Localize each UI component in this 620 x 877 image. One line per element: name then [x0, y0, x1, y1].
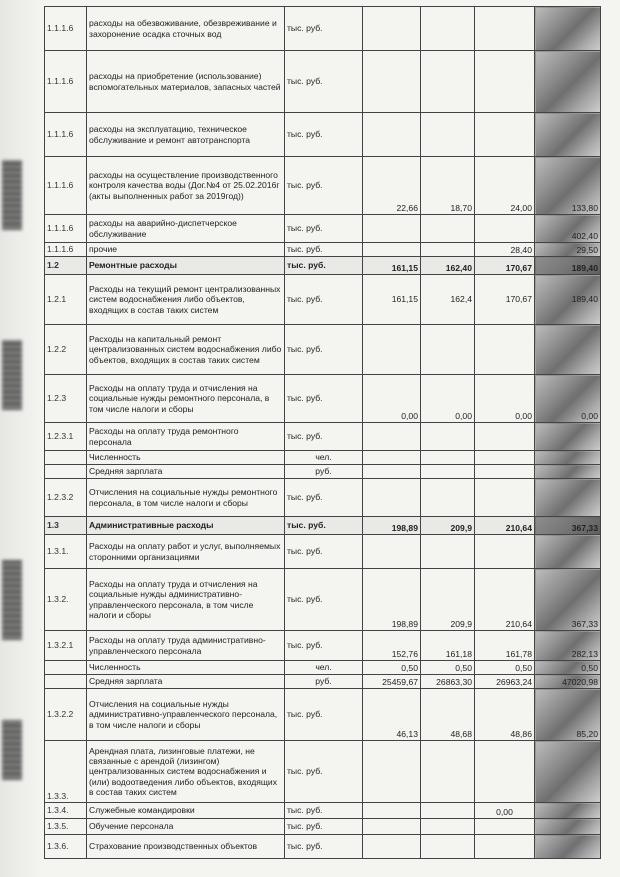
row-name: расходы на обезвоживание, обезвреживание и захоронение осадка сточных вод	[87, 7, 285, 51]
value-col3: 28,40	[475, 243, 535, 257]
row-code: 1.3.1.	[45, 535, 87, 569]
row-code	[45, 451, 87, 465]
punch-hole-mark	[2, 720, 22, 780]
value-col3: 0,50	[475, 661, 535, 675]
row-unit: тыс. руб.	[285, 325, 363, 375]
value-col3: 210,64	[475, 517, 535, 535]
row-unit: руб.	[285, 675, 363, 689]
table-row	[45, 243, 601, 257]
value-col2	[421, 835, 475, 859]
value-col4	[535, 835, 601, 859]
value-col4: 282,13	[535, 631, 601, 661]
value-col2	[421, 803, 475, 819]
table-row	[45, 325, 601, 375]
row-code: 1.1.1.6	[45, 215, 87, 243]
row-name: Средняя зарплата	[87, 465, 285, 479]
value-col3	[475, 741, 535, 803]
value-col1: 161,15	[363, 275, 421, 325]
table-row	[45, 741, 601, 803]
value-col3	[475, 51, 535, 113]
tariff-expense-table	[44, 6, 601, 859]
table-row	[45, 675, 601, 689]
table-row	[45, 51, 601, 113]
value-col2: 162,4	[421, 275, 475, 325]
value-col3: 0,00	[475, 375, 535, 423]
row-unit: тыс. руб.	[285, 243, 363, 257]
row-unit: тыс. руб.	[285, 741, 363, 803]
row-unit: тыс. руб.	[285, 113, 363, 157]
row-code: 1.3.3.	[45, 741, 87, 803]
value-col4	[535, 741, 601, 803]
row-unit: тыс. руб.	[285, 517, 363, 535]
row-name: Расходы на текущий ремонт централизованных систем водоснабжения либо объектов, входящих в состав таких систем	[87, 275, 285, 325]
value-col4: 47020,98	[535, 675, 601, 689]
value-col1	[363, 803, 421, 819]
value-col1: 152,76	[363, 631, 421, 661]
section-row	[45, 257, 601, 275]
value-col4: 133,80	[535, 157, 601, 215]
value-col4: 402,40	[535, 215, 601, 243]
value-col1	[363, 451, 421, 465]
row-code: 1.3	[45, 517, 87, 535]
row-unit: тыс. руб.	[285, 257, 363, 275]
table-row	[45, 7, 601, 51]
value-col2: 0,00	[421, 375, 475, 423]
row-code	[45, 661, 87, 675]
row-name: Отчисления на социальные нужды ремонтного персонала, в том числе налоги и сборы	[87, 479, 285, 517]
row-unit: чел.	[285, 451, 363, 465]
value-col1	[363, 535, 421, 569]
value-col4: 189,40	[535, 275, 601, 325]
table-row	[45, 423, 601, 451]
row-code	[45, 675, 87, 689]
value-col1: 25459,67	[363, 675, 421, 689]
row-code	[45, 465, 87, 479]
table-row	[45, 479, 601, 517]
value-col2: 209,9	[421, 569, 475, 631]
row-code: 1.2	[45, 257, 87, 275]
value-col4: 0,00	[535, 375, 601, 423]
row-code: 1.1.1.6	[45, 243, 87, 257]
value-col3: 26963,24	[475, 675, 535, 689]
value-col4: 0,50	[535, 661, 601, 675]
row-name: Ремонтные расходы	[87, 257, 285, 275]
row-unit: тыс. руб.	[285, 535, 363, 569]
row-unit: тыс. руб.	[285, 275, 363, 325]
value-col4	[535, 479, 601, 517]
section-row	[45, 517, 601, 535]
value-col4	[535, 819, 601, 835]
table-body	[45, 7, 601, 859]
row-name: расходы на эксплуатацию, техническое обслуживание и ремонт автотранспорта	[87, 113, 285, 157]
punch-hole-mark	[2, 560, 22, 640]
table-row	[45, 835, 601, 859]
value-col1: 161,15	[363, 257, 421, 275]
value-col1	[363, 819, 421, 835]
row-unit: тыс. руб.	[285, 51, 363, 113]
value-col1	[363, 113, 421, 157]
row-unit: чел.	[285, 661, 363, 675]
row-unit: тыс. руб.	[285, 569, 363, 631]
value-col1: 198,89	[363, 517, 421, 535]
value-col1: 46,13	[363, 689, 421, 741]
value-col3: 161,78	[475, 631, 535, 661]
row-name: Средняя зарплата	[87, 675, 285, 689]
value-col1	[363, 479, 421, 517]
row-unit: тыс. руб.	[285, 803, 363, 819]
punch-hole-mark	[2, 160, 22, 230]
table-row	[45, 451, 601, 465]
row-name: Численность	[87, 661, 285, 675]
value-col1	[363, 51, 421, 113]
row-name: Служебные командировки	[87, 803, 285, 819]
value-col4: 189,40	[535, 257, 601, 275]
row-code: 1.3.2.2	[45, 689, 87, 741]
value-col2	[421, 479, 475, 517]
value-col4	[535, 465, 601, 479]
value-col3	[475, 465, 535, 479]
value-col1	[363, 741, 421, 803]
value-col4	[535, 423, 601, 451]
table-row	[45, 113, 601, 157]
value-col3: 0,00	[475, 803, 535, 819]
value-col2: 161,18	[421, 631, 475, 661]
value-col3: 170,67	[475, 257, 535, 275]
value-col4	[535, 803, 601, 819]
value-col2: 209,9	[421, 517, 475, 535]
value-col2	[421, 741, 475, 803]
value-col1	[363, 835, 421, 859]
row-code: 1.3.6.	[45, 835, 87, 859]
value-col4	[535, 113, 601, 157]
value-col2	[421, 423, 475, 451]
table-row	[45, 157, 601, 215]
row-code: 1.2.3.2	[45, 479, 87, 517]
value-col1	[363, 243, 421, 257]
table-row	[45, 465, 601, 479]
row-unit: тыс. руб.	[285, 479, 363, 517]
value-col2	[421, 465, 475, 479]
value-col4	[535, 535, 601, 569]
row-name: Расходы на капитальный ремонт централизованных систем водоснабжения либо объектов, входящих в состав таких систем	[87, 325, 285, 375]
value-col2: 18,70	[421, 157, 475, 215]
row-unit: тыс. руб.	[285, 689, 363, 741]
row-unit: тыс. руб.	[285, 7, 363, 51]
value-col3	[475, 819, 535, 835]
row-name: Административные расходы	[87, 517, 285, 535]
table-row	[45, 275, 601, 325]
value-col2	[421, 243, 475, 257]
row-code: 1.1.1.6	[45, 113, 87, 157]
row-name: прочие	[87, 243, 285, 257]
row-name: Отчисления на социальные нужды административно-управленческого персонала, в том числе налоги и сборы	[87, 689, 285, 741]
row-code: 1.1.1.6	[45, 157, 87, 215]
value-col2	[421, 215, 475, 243]
table-row	[45, 375, 601, 423]
punch-hole-mark	[2, 340, 22, 410]
row-code: 1.2.3	[45, 375, 87, 423]
table-row	[45, 631, 601, 661]
value-col3	[475, 215, 535, 243]
value-col1: 22,66	[363, 157, 421, 215]
value-col1: 0,50	[363, 661, 421, 675]
value-col4	[535, 7, 601, 51]
value-col3	[475, 113, 535, 157]
table-row	[45, 803, 601, 819]
value-col3: 210,64	[475, 569, 535, 631]
value-col1: 198,89	[363, 569, 421, 631]
value-col4: 367,33	[535, 517, 601, 535]
row-unit: тыс. руб.	[285, 819, 363, 835]
row-name: Расходы на оплату труда и отчисления на социальные нужды административно-управленческого персонала, в том числе налоги и сборы	[87, 569, 285, 631]
value-col2: 162,40	[421, 257, 475, 275]
value-col1	[363, 7, 421, 51]
row-unit: тыс. руб.	[285, 631, 363, 661]
value-col4	[535, 451, 601, 465]
value-col2: 48,68	[421, 689, 475, 741]
row-name: Расходы на оплату работ и услуг, выполняемых сторонними организациями	[87, 535, 285, 569]
value-col4: 85,20	[535, 689, 601, 741]
table-row	[45, 215, 601, 243]
value-col2	[421, 819, 475, 835]
value-col1	[363, 465, 421, 479]
row-unit: тыс. руб.	[285, 157, 363, 215]
row-name: расходы на аварийно-диспетчерское обслуживание	[87, 215, 285, 243]
value-col4	[535, 325, 601, 375]
row-unit: руб.	[285, 465, 363, 479]
row-unit: тыс. руб.	[285, 215, 363, 243]
table-row	[45, 819, 601, 835]
row-unit: тыс. руб.	[285, 423, 363, 451]
row-name: Расходы на оплату труда ремонтного персонала	[87, 423, 285, 451]
value-col2	[421, 451, 475, 465]
row-name: Расходы на оплату труда административно-управленческого персонала	[87, 631, 285, 661]
row-name: Численность	[87, 451, 285, 465]
value-col3	[475, 7, 535, 51]
value-col2	[421, 325, 475, 375]
table-row	[45, 689, 601, 741]
value-col4: 367,33	[535, 569, 601, 631]
row-unit: тыс. руб.	[285, 835, 363, 859]
value-col2: 0,50	[421, 661, 475, 675]
value-col1	[363, 423, 421, 451]
row-name: Обучение персонала	[87, 819, 285, 835]
row-name: Расходы на оплату труда и отчисления на социальные нужды ремонтного персонала, в том числе налоги и сборы	[87, 375, 285, 423]
value-col2	[421, 535, 475, 569]
row-name: расходы на осуществление производственного контроля качества воды (Дог.№4 от 25.02.2016г (акты выполненных работ за 2019год))	[87, 157, 285, 215]
row-code: 1.2.1	[45, 275, 87, 325]
row-code: 1.2.2	[45, 325, 87, 375]
row-code: 1.1.1.6	[45, 51, 87, 113]
value-col3	[475, 535, 535, 569]
row-code: 1.1.1.6	[45, 7, 87, 51]
value-col3	[475, 835, 535, 859]
table-row	[45, 569, 601, 631]
value-col1	[363, 325, 421, 375]
value-col3: 170,67	[475, 275, 535, 325]
value-col1: 0,00	[363, 375, 421, 423]
table-row	[45, 535, 601, 569]
value-col2	[421, 7, 475, 51]
row-unit: тыс. руб.	[285, 375, 363, 423]
value-col3: 48,86	[475, 689, 535, 741]
row-name: Страхование производственных объектов	[87, 835, 285, 859]
row-name: Арендная плата, лизинговые платежи, не связанные с арендой (лизингом) централизованных систем водоснабжения и (или) водоотведения либо объектов, входящих в состав таких систем	[87, 741, 285, 803]
value-col4	[535, 51, 601, 113]
row-code: 1.2.3.1	[45, 423, 87, 451]
table-row	[45, 661, 601, 675]
value-col3	[475, 451, 535, 465]
value-col2	[421, 51, 475, 113]
row-code: 1.3.4.	[45, 803, 87, 819]
value-col1	[363, 215, 421, 243]
value-col3	[475, 325, 535, 375]
value-col2: 26863,30	[421, 675, 475, 689]
value-col4: 29,50	[535, 243, 601, 257]
value-col3: 24,00	[475, 157, 535, 215]
row-code: 1.3.5.	[45, 819, 87, 835]
row-name: расходы на приобретение (использование) вспомогательных материалов, запасных частей	[87, 51, 285, 113]
value-col2	[421, 113, 475, 157]
row-code: 1.3.2.	[45, 569, 87, 631]
value-col3	[475, 479, 535, 517]
value-col3	[475, 423, 535, 451]
row-code: 1.3.2.1	[45, 631, 87, 661]
